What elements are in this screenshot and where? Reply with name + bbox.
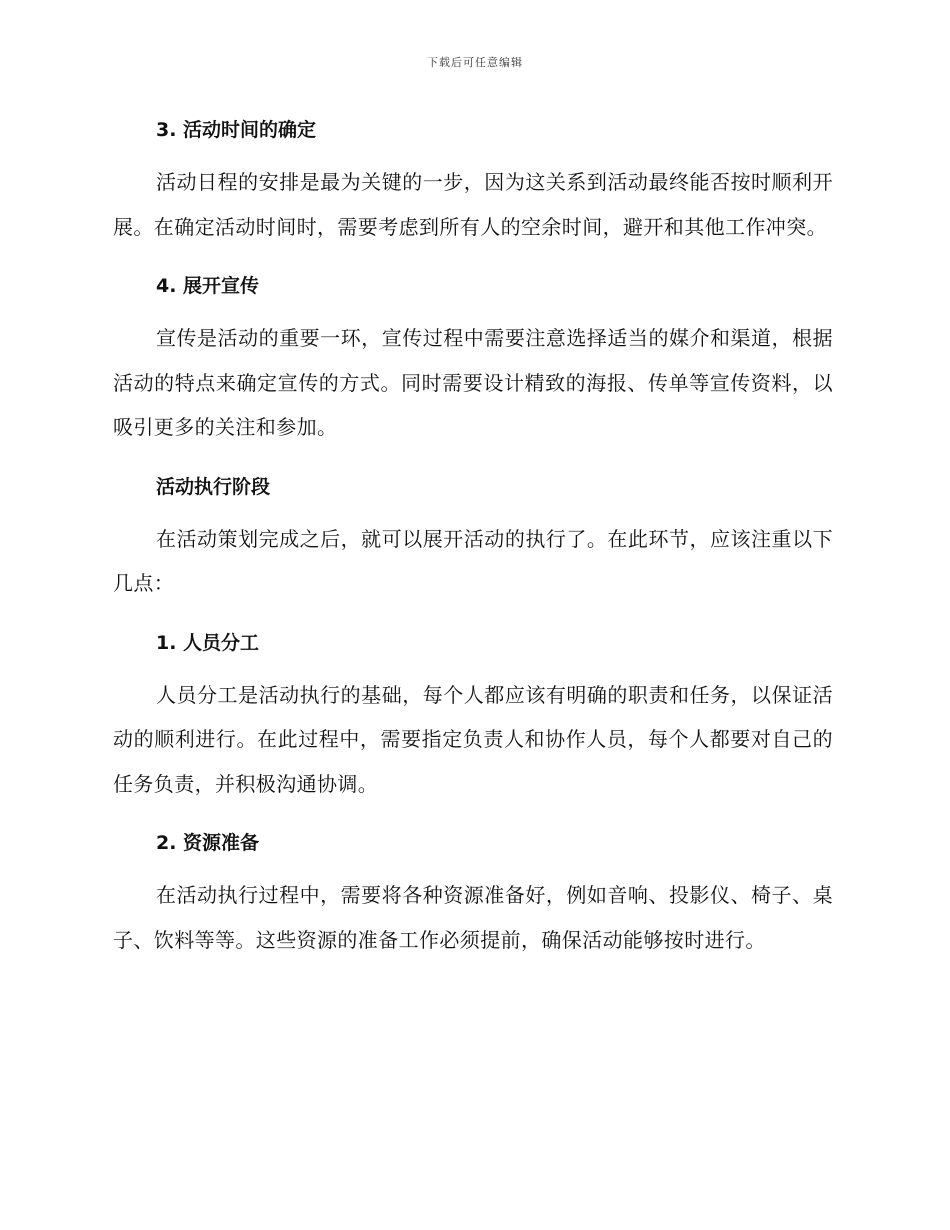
section-heading-staffing: 1. 人员分工 [156,631,260,654]
document-body [113,108,833,968]
section-heading-execution: 活动执行阶段 [156,475,271,498]
section-heading-promotion: 4. 展开宣传 [156,275,260,297]
section-paragraph-resources: 在活动执行过程中，需要将各种资源准备好，例如音响、投影仪、椅子、桌子、饮料等等。这些资源的准备工作必须提前，确保活动能够按时进行。 [113,883,833,952]
section-paragraph-time: 活动日程的安排是最为关键的一步，因为这关系到活动最终能否按时顺利开展。在确定活动时间时，需要考虑到所有人的空余时间，避开和其他工作冲突。 [113,170,833,239]
section-paragraph-promotion: 宣传是活动的重要一环，宣传过程中需要注意选择适当的媒介和渠道，根据活动的特点来确定宣传的方式。同时需要设计精致的海报、传单等宣传资料，以吸引更多的关注和参加。 [113,326,833,439]
section-heading-time: 3. 活动时间的确定 [156,119,317,141]
section-paragraph-execution: 在活动策划完成之后，就可以展开活动的执行了。在此环节，应该注重以下几点： [113,526,833,595]
section-heading-resources: 2. 资源准备 [156,832,260,854]
section-paragraph-staffing: 人员分工是活动执行的基础，每个人都应该有明确的职责和任务，以保证活动的顺利进行。在此过程中，需要指定负责人和协作人员，每个人都要对自己的任务负责，并积极沟通协调。 [113,682,833,796]
header-note: 下载后可任意编辑 [427,56,523,69]
